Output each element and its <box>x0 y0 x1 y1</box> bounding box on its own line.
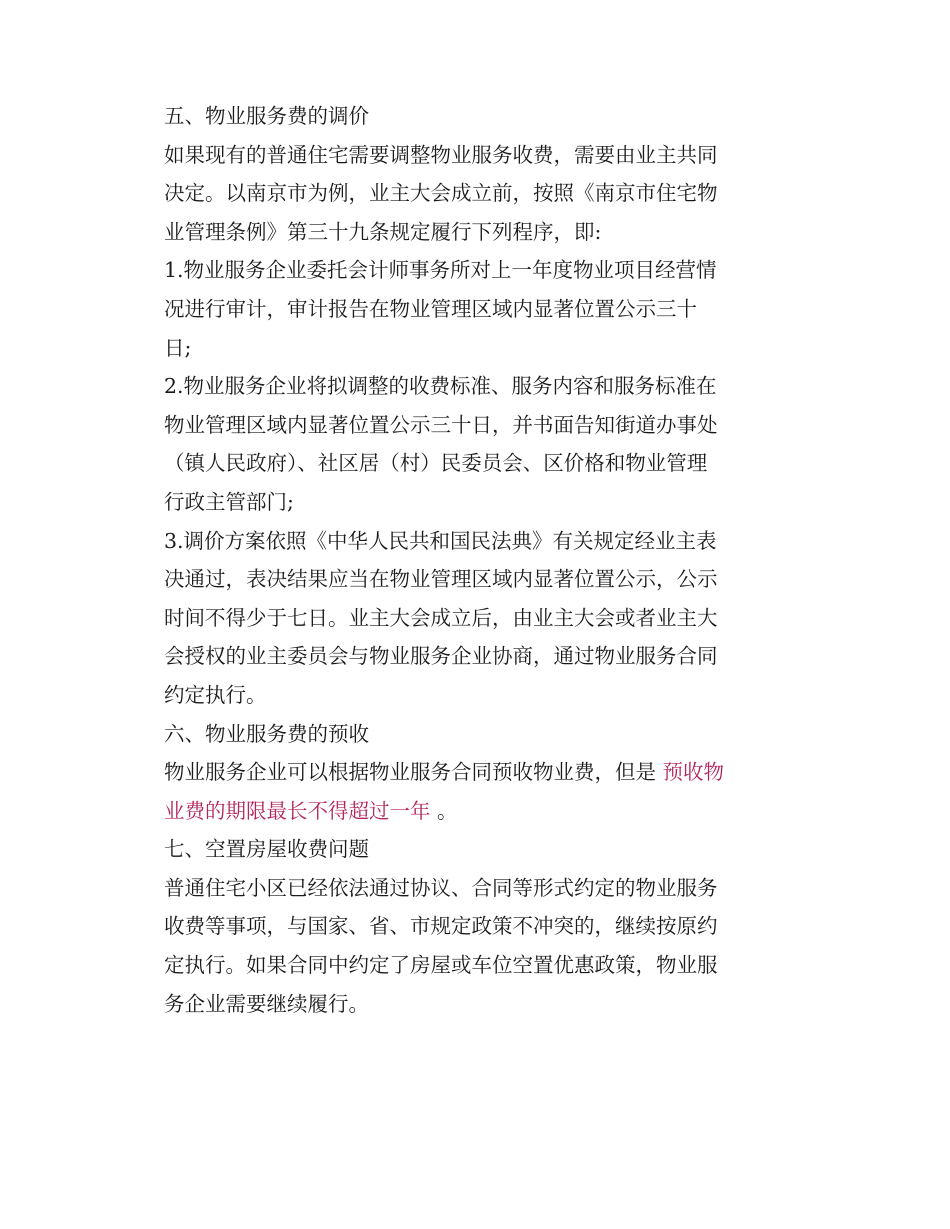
text-line: 定执行。如果合同中约定了房屋或车位空置优惠政策，物业服 <box>164 953 718 978</box>
section-7-heading <box>164 830 764 869</box>
section-5-item-2 <box>164 367 764 521</box>
text-line: 日; <box>164 335 192 360</box>
text-line: 约定执行。 <box>164 682 267 707</box>
text-line <box>164 792 764 831</box>
section-5-intro <box>164 136 764 252</box>
heading-text: 六、物业服务费的预收 <box>164 721 369 746</box>
text-line: 况进行审计，审计报告在物业管理区域内显著位置公示三十 <box>164 296 697 321</box>
section-6-body <box>164 753 764 830</box>
heading-text: 七、空置房屋收费问题 <box>164 837 369 862</box>
text-span: 。 <box>430 798 458 823</box>
text-line: 普通住宅小区已经依法通过协议、合同等形式约定的物业服务 <box>164 875 718 900</box>
text-span: 物业服务企业可以根据物业服务合同预收物业费，但是 <box>164 760 663 785</box>
heading-text: 五、物业服务费的调价 <box>164 104 369 128</box>
section-5-item-1 <box>164 251 764 367</box>
text-line: 1.物业服务企业委托会计师事务所对上一年度物业项目经营情 <box>164 258 717 283</box>
section-5-item-3 <box>164 522 764 715</box>
text-line: 务企业需要继续履行。 <box>164 991 369 1016</box>
text-line: 业管理条例》第三十九条规定履行下列程序，即: <box>164 219 602 244</box>
text-line: 物业管理区域内显著位置公示三十日，并书面告知街道办事处 <box>164 412 718 437</box>
highlighted-text: 预收物 <box>662 760 725 785</box>
text-line: 会授权的业主委员会与物业服务企业协商，通过物业服务合同 <box>164 644 718 669</box>
text-line: 决定。以南京市为例，业主大会成立前，按照《南京市住宅物 <box>164 181 718 206</box>
text-line: 时间不得少于七日。业主大会成立后，由业主大会或者业主大 <box>164 605 718 630</box>
text-line: 收费等事项，与国家、省、市规定政策不冲突的，继续按原约 <box>164 914 718 939</box>
text-line: 如果现有的普通住宅需要调整物业服务收费，需要由业主共同 <box>164 142 718 167</box>
text-line: 3.调价方案依照《中华人民共和国民法典》有关规定经业主表 <box>164 528 717 553</box>
text-line: 2.物业服务企业将拟调整的收费标准、服务内容和服务标准在 <box>164 374 717 399</box>
text-line: 行政主管部门; <box>164 489 294 514</box>
text-line: （镇人民政府）、社区居（村）民委员会、区价格和物业管理 <box>164 451 708 476</box>
section-6-heading <box>164 715 764 754</box>
text-line: 决通过，表决结果应当在物业管理区域内显著位置公示，公示 <box>164 567 718 592</box>
text-line <box>164 753 764 792</box>
document-body <box>164 97 764 1023</box>
section-7-body <box>164 869 764 1023</box>
section-5-heading <box>164 97 764 136</box>
highlighted-text: 业费的期限最长不得超过一年 <box>164 798 431 823</box>
